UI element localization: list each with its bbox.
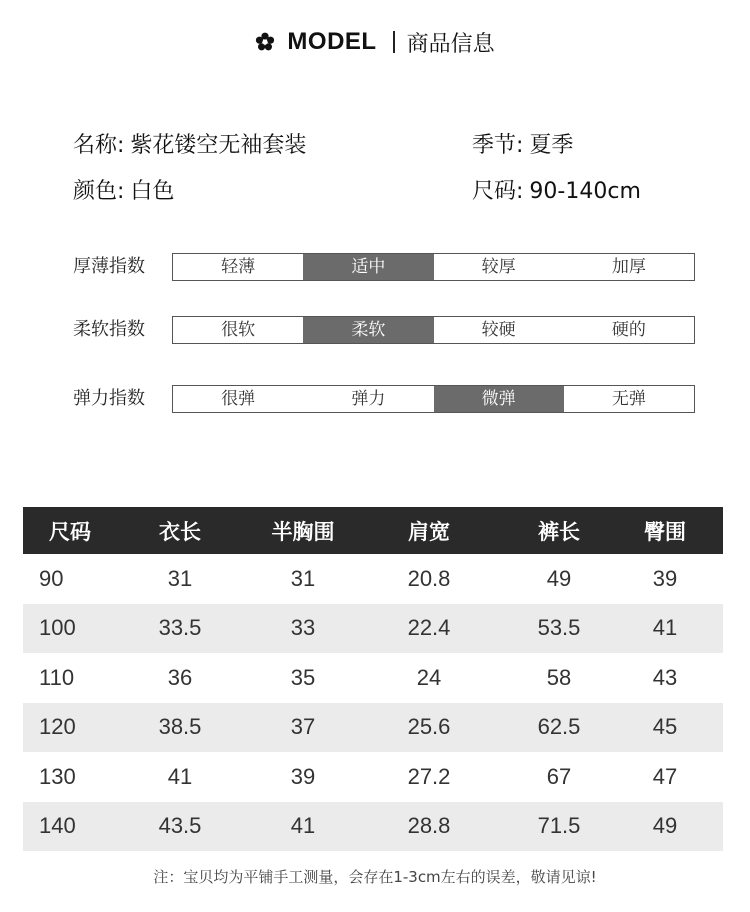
rating-option: 弹力 [351, 389, 386, 409]
rating-option: 很软 [221, 320, 256, 340]
table-cell: 53.5 [537, 615, 581, 641]
rating-scale [172, 385, 695, 413]
name-value: 紫花镂空无袖套装 [130, 133, 307, 158]
rating-scale [172, 253, 695, 281]
table-row [23, 802, 723, 852]
header-cell: 臀围 [644, 519, 686, 544]
table-cell: 120 [39, 714, 76, 740]
table-header [23, 507, 723, 554]
table-cell: 22.4 [407, 615, 451, 641]
size-label: 尺码: [472, 179, 524, 204]
header-cell: 尺码 [49, 519, 91, 544]
table-row [23, 554, 723, 604]
rating-scale [172, 316, 695, 344]
rating-option: 加厚 [611, 257, 646, 277]
rating-label: 弹力指数 [73, 388, 145, 409]
rating-softness [73, 316, 695, 344]
table-cell: 20.8 [407, 565, 451, 591]
table-cell: 39 [290, 763, 316, 789]
table-cell: 71.5 [537, 813, 581, 839]
header [0, 24, 750, 60]
table-cell: 47 [652, 763, 678, 789]
table-cell: 100 [39, 615, 76, 641]
table-cell: 43.5 [158, 813, 202, 839]
name-label: 名称: [73, 133, 125, 158]
table-cell: 49 [546, 565, 572, 591]
header-cell: 半胸围 [271, 519, 335, 544]
info-name [73, 128, 306, 159]
table-cell: 37 [290, 714, 316, 740]
size-table [23, 507, 723, 851]
table-row [23, 703, 723, 753]
info-color [73, 174, 174, 205]
table-cell: 130 [39, 763, 76, 789]
table-row [23, 653, 723, 703]
table-cell: 110 [39, 664, 75, 690]
table-cell: 35 [290, 664, 316, 690]
table-cell: 67 [546, 763, 572, 789]
table-cell: 28.8 [407, 813, 451, 839]
table-cell: 90 [39, 565, 64, 591]
table-cell: 31 [167, 565, 193, 591]
season-value: 夏季 [529, 133, 574, 158]
header-cell: 衣长 [159, 519, 201, 544]
table-cell: 33 [290, 615, 316, 641]
table-cell: 36 [167, 664, 193, 690]
rating-label: 厚薄指数 [73, 256, 145, 277]
rating-option: 适中 [303, 254, 433, 280]
table-cell: 24 [416, 664, 442, 690]
table-cell: 33.5 [158, 615, 202, 641]
rating-option: 轻薄 [221, 257, 256, 277]
brand-title: MODEL [287, 28, 377, 55]
table-cell: 31 [290, 565, 316, 591]
header-cell: 肩宽 [408, 519, 450, 544]
table-cell: 41 [652, 615, 678, 641]
flower-icon [255, 32, 275, 52]
table-cell: 41 [167, 763, 193, 789]
rating-option: 较硬 [481, 320, 516, 340]
color-label: 颜色: [73, 179, 125, 204]
table-cell: 43 [652, 664, 678, 690]
size-value: 90-140cm [529, 179, 641, 204]
header-divider [393, 31, 395, 53]
color-value: 白色 [130, 179, 175, 204]
info-season [472, 128, 573, 159]
rating-thickness [73, 253, 695, 281]
table-cell: 45 [652, 714, 678, 740]
header-subtitle: 商品信息 [406, 31, 495, 57]
table-cell: 58 [546, 664, 572, 690]
table-cell: 25.6 [407, 714, 451, 740]
header-cell: 裤长 [538, 519, 580, 544]
season-label: 季节: [472, 133, 524, 158]
rating-option: 较厚 [481, 257, 516, 277]
info-size [472, 174, 641, 205]
table-cell: 140 [39, 813, 76, 839]
rating-option: 很弹 [221, 389, 256, 409]
rating-option: 无弹 [611, 389, 646, 409]
measurement-note: 注：宝贝均为平铺手工测量，会存在1-3cm左右的误差，敬请见谅! [153, 868, 597, 886]
table-cell: 27.2 [407, 763, 451, 789]
table-row [23, 752, 723, 802]
rating-elasticity [73, 385, 695, 413]
rating-option: 硬的 [611, 320, 646, 340]
table-cell: 49 [652, 813, 678, 839]
table-cell: 62.5 [537, 714, 581, 740]
rating-option: 微弹 [434, 386, 564, 412]
table-row [23, 604, 723, 654]
table-cell: 38.5 [158, 714, 202, 740]
table-cell: 41 [290, 813, 316, 839]
rating-label: 柔软指数 [73, 319, 145, 340]
table-cell: 39 [652, 565, 678, 591]
rating-option: 柔软 [303, 317, 433, 343]
